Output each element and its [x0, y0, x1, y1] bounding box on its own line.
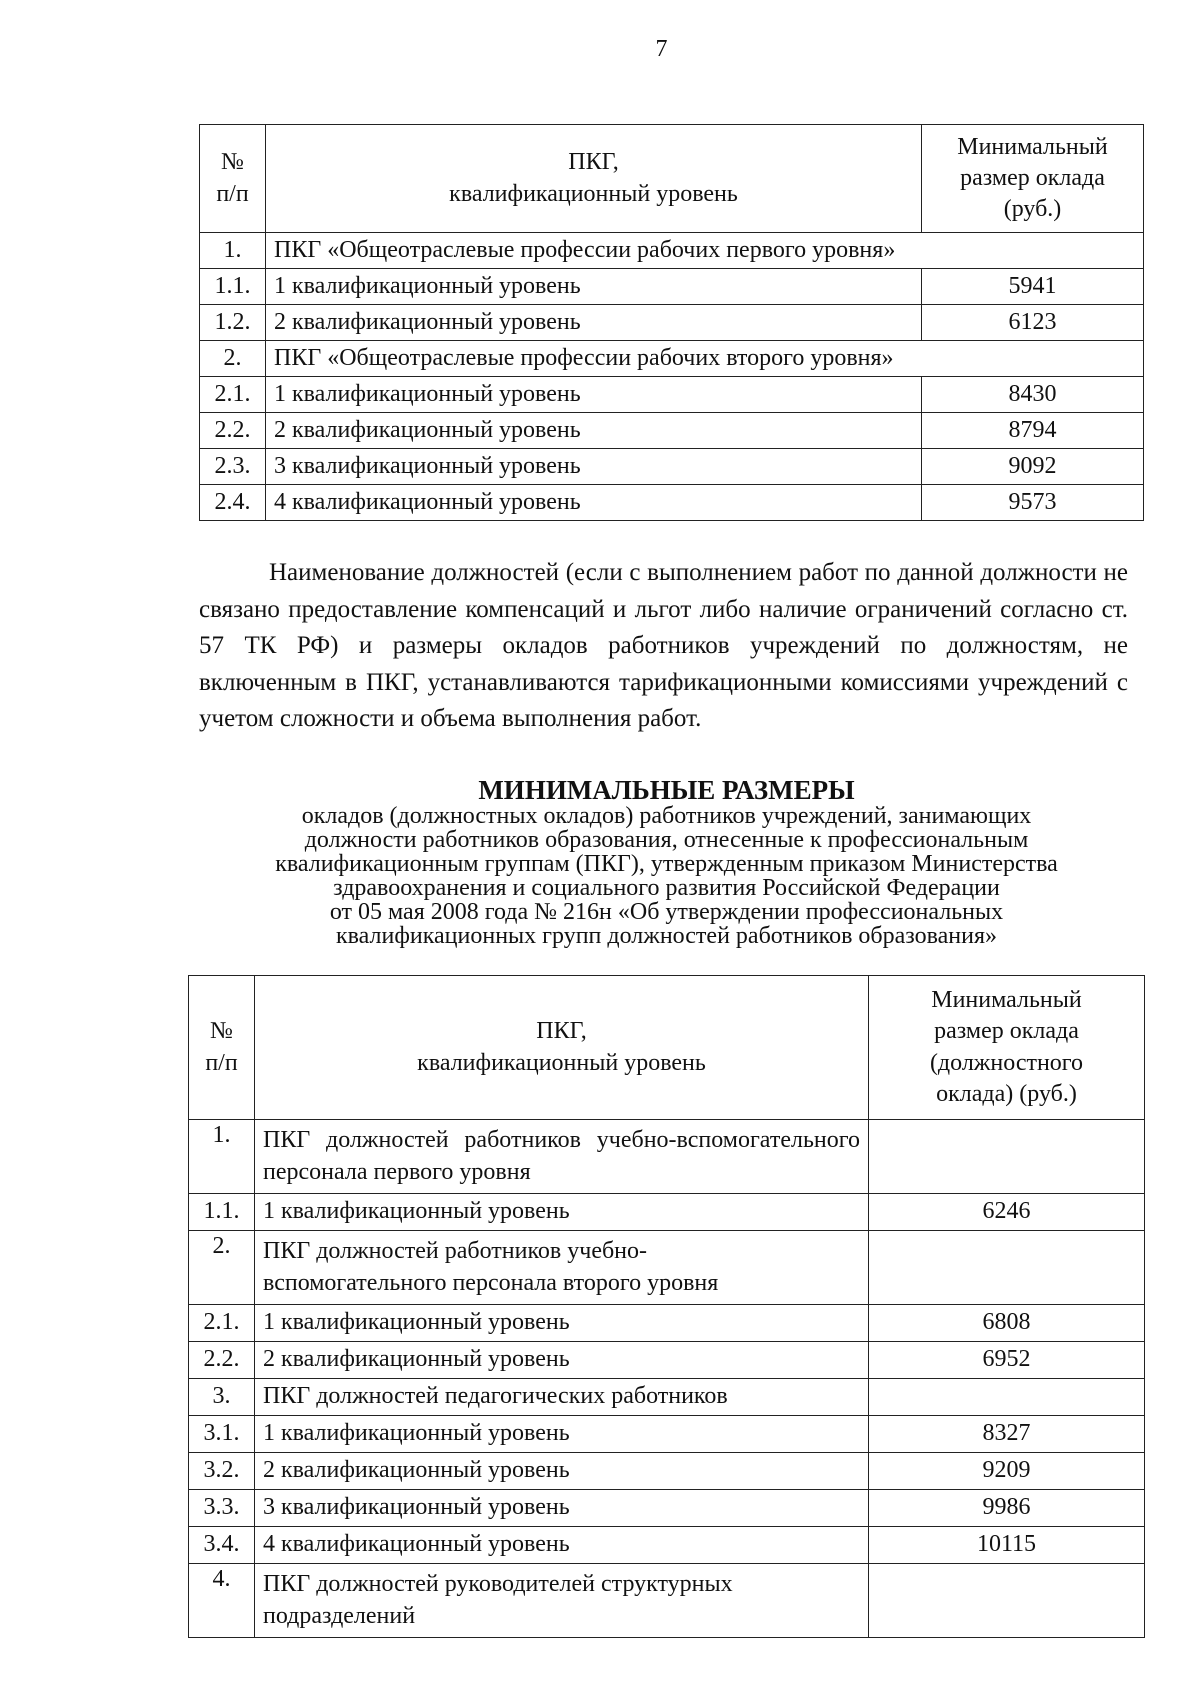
row-number: 3.4. [189, 1527, 255, 1564]
row-salary-value: 9986 [869, 1490, 1145, 1527]
table-row [189, 1490, 1145, 1527]
row-salary-value: 5941 [922, 269, 1144, 305]
row-salary-value: 9092 [922, 449, 1144, 485]
section-subtitle-line: здравоохранения и социального развития Российской Федерации [333, 875, 1000, 901]
row-salary-value: 8327 [869, 1416, 1145, 1453]
row-name: 2 квалификационный уровень [266, 305, 922, 341]
row-name: ПКГ должностей руководителей структурных подразделений [255, 1564, 869, 1638]
explanatory-paragraph: Наименование должностей (если с выполнением работ по данной должности не связано предоставление компенсаций и льгот либо наличие ограничений согласно ст. 57 ТК РФ) и размеры окладов работников учреждений по должностям, не включенным в ПКГ, устанавливаются тарификационными комиссиями учреждений с учетом сложности и объема выполнения работ. [199, 559, 1128, 732]
row-number: 3.2. [189, 1453, 255, 1490]
row-salary-value: 9209 [869, 1453, 1145, 1490]
row-number: 2. [189, 1231, 255, 1305]
row-salary-value: 6246 [869, 1194, 1145, 1231]
section-subtitle-line: от 05 мая 2008 года № 216н «Об утверждении профессиональных [329, 899, 1004, 925]
section-subtitle-line: квалификационным группам (ПКГ), утвержденным приказом Министерства [275, 851, 1058, 877]
table-row [189, 1527, 1145, 1564]
table-row [189, 1120, 1145, 1194]
table-row [200, 305, 1144, 341]
row-name: ПКГ должностей работников учебно- вспомогательного персонала второго уровня [255, 1231, 869, 1305]
row-number: 2.1. [189, 1305, 255, 1342]
row-number: 2.2. [200, 413, 266, 449]
row-number: 4. [189, 1564, 255, 1638]
header-number: № п/п [189, 976, 255, 1120]
table-row [189, 1305, 1145, 1342]
row-number: 2.3. [200, 449, 266, 485]
table-row [200, 485, 1144, 521]
row-number: 3.3. [189, 1490, 255, 1527]
row-number: 1.1. [200, 269, 266, 305]
table-row [189, 1231, 1145, 1305]
row-salary-value: 6808 [869, 1305, 1145, 1342]
row-number: 2. [200, 341, 266, 377]
table-row [189, 1194, 1145, 1231]
table-row [200, 341, 1144, 377]
row-salary-value [869, 1231, 1145, 1305]
header-pkg-level: ПКГ, квалификационный уровень [266, 125, 922, 233]
section-subtitle-line: окладов (должностных окладов) работников учреждений, занимающих [301, 803, 1032, 829]
row-name: 2 квалификационный уровень [255, 1453, 869, 1490]
table-row [189, 1416, 1145, 1453]
table-row [200, 269, 1144, 305]
table-row [189, 1453, 1145, 1490]
row-name: 1 квалификационный уровень [266, 377, 922, 413]
header-pkg-level: ПКГ, квалификационный уровень [255, 976, 869, 1120]
row-number: 3. [189, 1379, 255, 1416]
row-salary-value [869, 1564, 1145, 1638]
row-name: 1 квалификационный уровень [255, 1305, 869, 1342]
row-salary-value: 10115 [869, 1527, 1145, 1564]
row-number: 1.2. [200, 305, 266, 341]
row-name: 2 квалификационный уровень [266, 413, 922, 449]
section-heading [188, 776, 1145, 948]
row-number: 1. [189, 1120, 255, 1194]
row-number: 2.4. [200, 485, 266, 521]
salary-table-education [188, 975, 1145, 1638]
row-name: 4 квалификационный уровень [266, 485, 922, 521]
header-min-salary: Минимальный размер оклада (должностного оклада) (руб.) [869, 976, 1145, 1120]
row-name: 4 квалификационный уровень [255, 1527, 869, 1564]
salary-table-workers [199, 124, 1144, 521]
row-salary-value: 8430 [922, 377, 1144, 413]
row-salary-value: 6123 [922, 305, 1144, 341]
row-name: 3 квалификационный уровень [255, 1490, 869, 1527]
row-name: ПКГ «Общеотраслевые профессии рабочих первого уровня» [266, 233, 1144, 269]
table-row [200, 449, 1144, 485]
section-subtitle-line: должности работников образования, отнесенные к профессиональным [304, 827, 1029, 853]
row-name: ПКГ «Общеотраслевые профессии рабочих второго уровня» [266, 341, 1144, 377]
row-name: ПКГ должностей педагогических работников [255, 1379, 869, 1416]
row-salary-value [869, 1120, 1145, 1194]
table-header-row [189, 976, 1145, 1120]
table-row [200, 377, 1144, 413]
table-header-row [200, 125, 1144, 233]
header-min-salary: Минимальный размер оклада (руб.) [922, 125, 1144, 233]
row-salary-value: 6952 [869, 1342, 1145, 1379]
row-name: 1 квалификационный уровень [255, 1416, 869, 1453]
row-name: 1 квалификационный уровень [266, 269, 922, 305]
row-salary-value [869, 1379, 1145, 1416]
table-row [189, 1564, 1145, 1638]
row-number: 3.1. [189, 1416, 255, 1453]
row-name: 1 квалификационный уровень [255, 1194, 869, 1231]
row-number: 1. [200, 233, 266, 269]
row-name: ПКГ должностей работников учебно-вспомогательного персонала первого уровня [255, 1120, 869, 1194]
table-row [200, 233, 1144, 269]
header-number: № п/п [200, 125, 266, 233]
section-title: МИНИМАЛЬНЫЕ РАЗМЕРЫ [478, 775, 855, 805]
table-row [189, 1342, 1145, 1379]
row-number: 2.2. [189, 1342, 255, 1379]
table-row [189, 1379, 1145, 1416]
row-name: 3 квалификационный уровень [266, 449, 922, 485]
table-row [200, 413, 1144, 449]
section-subtitle-line: квалификационных групп должностей работников образования» [335, 923, 998, 949]
row-number: 1.1. [189, 1194, 255, 1231]
row-salary-value: 9573 [922, 485, 1144, 521]
row-number: 2.1. [200, 377, 266, 413]
row-salary-value: 8794 [922, 413, 1144, 449]
row-name: 2 квалификационный уровень [255, 1342, 869, 1379]
page-number: 7 [655, 36, 668, 62]
